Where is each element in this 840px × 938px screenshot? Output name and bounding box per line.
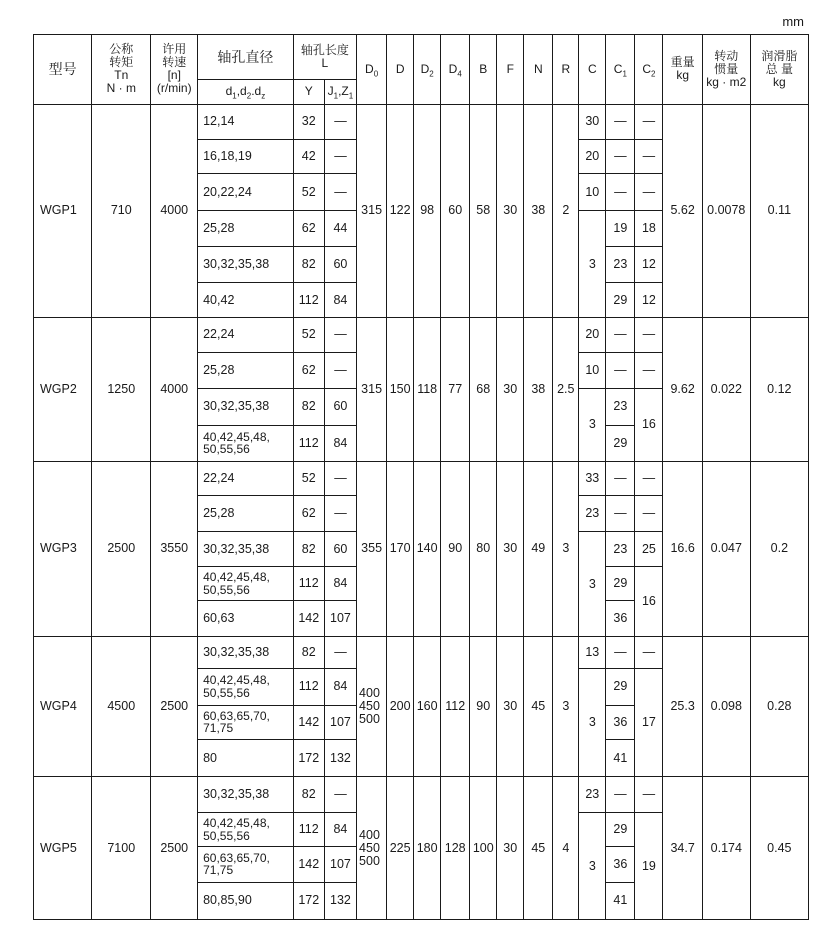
header-grease-line: 润滑脂 xyxy=(761,48,798,63)
length-j-cell: — xyxy=(324,496,356,532)
length-j-cell: — xyxy=(324,636,356,668)
header-c2 xyxy=(635,35,663,105)
header-inertia-line: 惯量 xyxy=(714,61,739,76)
d0-value: 315 xyxy=(361,381,383,396)
c1-cell: — xyxy=(606,139,635,174)
d-cell: 122 xyxy=(387,104,414,317)
header-speed-line: [n] xyxy=(167,68,181,83)
length-y-cell: 32 xyxy=(293,104,324,139)
c1-cell: 23 xyxy=(606,247,635,283)
d0-value: 500 xyxy=(359,712,380,727)
bore-diameter-cell: 12,14 xyxy=(198,104,294,139)
bore-diameter-cell: 40,42,45,48, 50,55,56 xyxy=(198,567,294,601)
d0-value: 355 xyxy=(361,541,383,556)
c2-cell: 17 xyxy=(635,668,663,777)
c-cell: 13 xyxy=(579,636,606,668)
d0-cell xyxy=(357,461,387,636)
b-cell: 80 xyxy=(470,461,497,636)
inertia-cell: 0.047 xyxy=(702,461,750,636)
torque-cell: 4500 xyxy=(92,636,151,776)
c-cell: 3 xyxy=(579,813,606,920)
header-c2-sub: 2 xyxy=(651,69,656,79)
d2-cell: 160 xyxy=(414,636,441,776)
f-cell: 30 xyxy=(497,104,524,317)
bore-diameter-cell: 40,42,45,48, 50,55,56 xyxy=(198,425,294,461)
length-j-cell: 60 xyxy=(324,247,356,283)
weight-cell: 9.62 xyxy=(663,317,702,461)
length-y-cell: 52 xyxy=(293,317,324,352)
f-cell: 30 xyxy=(497,317,524,461)
d0-value: 400 xyxy=(359,686,380,701)
model-cell: WGP3 xyxy=(34,461,92,636)
length-j-cell: — xyxy=(324,104,356,139)
c-cell: 3 xyxy=(579,668,606,777)
header-d: D xyxy=(387,35,414,105)
r-cell: 3 xyxy=(553,636,579,776)
c1-cell: — xyxy=(606,496,635,532)
torque-cell: 710 xyxy=(92,104,151,317)
length-y-cell: 82 xyxy=(293,777,324,813)
length-y-cell: 112 xyxy=(293,567,324,601)
torque-cell: 7100 xyxy=(92,777,151,920)
length-y-cell: 142 xyxy=(293,600,324,636)
d0-cell xyxy=(357,104,387,317)
length-j-cell: 107 xyxy=(324,847,356,883)
d0-value: 400 xyxy=(359,827,380,842)
grease-cell: 0.2 xyxy=(750,461,808,636)
c-cell: 3 xyxy=(579,388,606,461)
c2-cell: 18 xyxy=(635,211,663,247)
header-r: R xyxy=(553,35,579,105)
n-cell: 45 xyxy=(524,777,553,920)
grease-cell: 0.11 xyxy=(750,104,808,317)
r-cell: 3 xyxy=(553,461,579,636)
speed-cell: 3550 xyxy=(151,461,198,636)
c-cell: 30 xyxy=(579,104,606,139)
c2-cell: — xyxy=(635,104,663,139)
length-y-cell: 82 xyxy=(293,636,324,668)
bore-diameter-cell: 25,28 xyxy=(198,211,294,247)
header-grease xyxy=(750,35,808,105)
header-speed xyxy=(151,35,198,105)
c1-cell: — xyxy=(606,777,635,813)
inertia-cell: 0.0078 xyxy=(702,104,750,317)
header-torque-line: N · m xyxy=(106,81,136,96)
d2-cell: 140 xyxy=(414,461,441,636)
length-y-cell: 62 xyxy=(293,211,324,247)
bore-diameter-cell: 60,63,65,70, 71,75 xyxy=(198,705,294,740)
header-d2-main: D xyxy=(420,61,430,76)
d-cell: 150 xyxy=(387,317,414,461)
length-j-cell: 60 xyxy=(324,388,356,425)
b-cell: 58 xyxy=(470,104,497,317)
b-cell: 100 xyxy=(470,777,497,920)
length-j-cell: 60 xyxy=(324,532,356,567)
n-cell: 38 xyxy=(524,104,553,317)
bore-diameter-cell: 30,32,35,38 xyxy=(198,388,294,425)
header-d4-main: D xyxy=(448,61,458,76)
c-cell: 20 xyxy=(579,139,606,174)
header-weight xyxy=(663,35,702,105)
c1-cell: 36 xyxy=(606,847,635,883)
d-cell: 200 xyxy=(387,636,414,776)
table-row xyxy=(34,636,809,668)
inertia-cell: 0.098 xyxy=(702,636,750,776)
length-j-cell: — xyxy=(324,352,356,388)
header-c1 xyxy=(606,35,635,105)
length-j-cell: 132 xyxy=(324,882,356,919)
bore-diameter-cell: 30,32,35,38 xyxy=(198,532,294,567)
weight-cell: 5.62 xyxy=(663,104,702,317)
length-y-cell: 142 xyxy=(293,847,324,883)
c2-cell: 16 xyxy=(635,567,663,637)
f-cell: 30 xyxy=(497,461,524,636)
table-row xyxy=(34,461,809,496)
length-j-cell: — xyxy=(324,139,356,174)
c-cell: 23 xyxy=(579,496,606,532)
d-cell: 170 xyxy=(387,461,414,636)
torque-cell: 1250 xyxy=(92,317,151,461)
header-model: 型号 xyxy=(34,35,92,105)
hdr-frag: 2 xyxy=(246,91,252,101)
length-y-cell: 82 xyxy=(293,247,324,283)
header-torque-line: 转矩 xyxy=(109,55,134,70)
speed-cell: 2500 xyxy=(151,777,198,920)
d0-cell xyxy=(357,317,387,461)
model-cell: WGP5 xyxy=(34,777,92,920)
d4-cell: 112 xyxy=(441,636,470,776)
bore-diameter-cell: 60,63,65,70, 71,75 xyxy=(198,847,294,883)
d4-cell: 90 xyxy=(441,461,470,636)
length-y-cell: 82 xyxy=(293,388,324,425)
c2-cell: 19 xyxy=(635,813,663,920)
model-cell: WGP4 xyxy=(34,636,92,776)
b-cell: 68 xyxy=(470,317,497,461)
header-speed-line: 许用 xyxy=(162,42,187,57)
header-bore-sub xyxy=(198,80,294,105)
hdr-frag: ,Z xyxy=(338,84,349,99)
c2-cell: — xyxy=(635,139,663,174)
bore-diameter-cell: 25,28 xyxy=(198,352,294,388)
bore-diameter-cell: 25,28 xyxy=(198,496,294,532)
length-y-cell: 112 xyxy=(293,668,324,705)
d0-cell xyxy=(357,636,387,776)
c1-cell: 36 xyxy=(606,600,635,636)
c1-cell: 23 xyxy=(606,532,635,567)
length-j-cell: — xyxy=(324,461,356,496)
c2-cell: — xyxy=(635,174,663,211)
length-j-cell: 84 xyxy=(324,567,356,601)
length-j-cell: 107 xyxy=(324,705,356,740)
grease-cell: 0.12 xyxy=(750,317,808,461)
header-d0-main: D xyxy=(365,61,374,76)
c1-cell: — xyxy=(606,104,635,139)
header-length xyxy=(293,35,356,80)
c-cell: 33 xyxy=(579,461,606,496)
model-cell: WGP1 xyxy=(34,104,92,317)
header-grease-line: 总 量 xyxy=(765,61,793,76)
header-grease-line: kg xyxy=(772,74,786,89)
table-row xyxy=(34,104,809,139)
c1-cell: 19 xyxy=(606,211,635,247)
d4-cell: 60 xyxy=(441,104,470,317)
length-y-cell: 82 xyxy=(293,532,324,567)
hdr-frag: d xyxy=(225,84,233,99)
header-torque-line: Tn xyxy=(114,68,129,83)
c2-cell: 12 xyxy=(635,283,663,318)
bore-diameter-cell: 20,22,24 xyxy=(198,174,294,211)
header-torque xyxy=(92,35,151,105)
header-inertia-line: 转动 xyxy=(714,48,739,63)
length-j-cell: 107 xyxy=(324,600,356,636)
d0-cell xyxy=(357,777,387,920)
weight-cell: 16.6 xyxy=(663,461,702,636)
d2-cell: 118 xyxy=(414,317,441,461)
header-c1-main: C xyxy=(613,61,623,76)
length-y-cell: 112 xyxy=(293,425,324,461)
unit-label: mm xyxy=(782,14,804,29)
length-j-cell: — xyxy=(324,317,356,352)
d2-cell: 180 xyxy=(414,777,441,920)
header-n: N xyxy=(524,35,553,105)
header-d0 xyxy=(357,35,387,105)
d-cell: 225 xyxy=(387,777,414,920)
hdr-frag: J xyxy=(327,84,334,99)
bore-diameter-cell: 80,85,90 xyxy=(198,882,294,919)
d4-cell: 77 xyxy=(441,317,470,461)
header-speed-line: (r/min) xyxy=(156,81,192,96)
c1-cell: 23 xyxy=(606,388,635,425)
length-j-cell: 84 xyxy=(324,283,356,318)
length-y-cell: 52 xyxy=(293,461,324,496)
bore-diameter-cell: 80 xyxy=(198,740,294,777)
c1-cell: 29 xyxy=(606,668,635,705)
speed-cell: 4000 xyxy=(151,317,198,461)
r-cell: 2.5 xyxy=(553,317,579,461)
length-y-cell: 112 xyxy=(293,283,324,318)
header-y: Y xyxy=(293,80,324,105)
inertia-cell: 0.022 xyxy=(702,317,750,461)
d2-cell: 98 xyxy=(414,104,441,317)
length-j-cell: 84 xyxy=(324,425,356,461)
header-d2-sub: 2 xyxy=(429,69,434,79)
speed-cell: 4000 xyxy=(151,104,198,317)
header-torque-line: 公称 xyxy=(109,42,134,57)
hdr-frag: ,d xyxy=(236,84,247,99)
d4-cell: 128 xyxy=(441,777,470,920)
header-bore: 轴孔直径 xyxy=(198,35,294,80)
c2-cell: — xyxy=(635,777,663,813)
header-inertia xyxy=(702,35,750,105)
header-d0-sub: 0 xyxy=(373,69,379,79)
c-cell: 3 xyxy=(579,211,606,318)
length-j-cell: — xyxy=(324,174,356,211)
c1-cell: 29 xyxy=(606,813,635,847)
c2-cell: — xyxy=(635,352,663,388)
bore-diameter-cell: 16,18,19 xyxy=(198,139,294,174)
bore-diameter-cell: 40,42 xyxy=(198,283,294,318)
d0-value: 450 xyxy=(359,840,380,855)
bore-diameter-cell: 30,32,35,38 xyxy=(198,247,294,283)
header-speed-line: 转速 xyxy=(162,55,187,70)
c1-cell: — xyxy=(606,174,635,211)
header-j xyxy=(324,80,356,105)
bore-diameter-cell: 30,32,35,38 xyxy=(198,777,294,813)
c1-cell: — xyxy=(606,636,635,668)
n-cell: 49 xyxy=(524,461,553,636)
c1-cell: 29 xyxy=(606,283,635,318)
r-cell: 4 xyxy=(553,777,579,920)
bore-diameter-cell: 30,32,35,38 xyxy=(198,636,294,668)
table-row xyxy=(34,317,809,352)
header-d4-sub: 4 xyxy=(457,69,462,79)
bore-diameter-cell: 40,42,45,48, 50,55,56 xyxy=(198,813,294,847)
length-y-cell: 62 xyxy=(293,352,324,388)
bore-diameter-cell: 22,24 xyxy=(198,461,294,496)
hdr-frag: 1 xyxy=(232,91,237,101)
header-weight-line: kg xyxy=(676,68,689,83)
length-j-cell: — xyxy=(324,777,356,813)
c-cell: 20 xyxy=(579,317,606,352)
d0-value: 450 xyxy=(359,699,380,714)
torque-cell: 2500 xyxy=(92,461,151,636)
c2-cell: — xyxy=(635,496,663,532)
weight-cell: 25.3 xyxy=(663,636,702,776)
header-b: B xyxy=(470,35,497,105)
length-y-cell: 112 xyxy=(293,813,324,847)
speed-cell: 2500 xyxy=(151,636,198,776)
bore-diameter-cell: 60,63 xyxy=(198,600,294,636)
d0-value: 315 xyxy=(361,203,383,218)
header-length-line: 轴孔长度 xyxy=(300,43,349,58)
r-cell: 2 xyxy=(553,104,579,317)
inertia-cell: 0.174 xyxy=(702,777,750,920)
header-inertia-line: kg · m2 xyxy=(706,74,747,89)
length-j-cell: 44 xyxy=(324,211,356,247)
hdr-frag: 1 xyxy=(333,91,339,101)
c2-cell: 12 xyxy=(635,247,663,283)
hdr-frag: 1 xyxy=(348,91,354,101)
header-f: F xyxy=(497,35,524,105)
length-y-cell: 62 xyxy=(293,496,324,532)
c1-cell: 41 xyxy=(606,740,635,777)
header-d4 xyxy=(441,35,470,105)
header-weight-line: 重量 xyxy=(670,55,695,70)
table-row xyxy=(34,777,809,813)
grease-cell: 0.45 xyxy=(750,777,808,920)
c2-cell: — xyxy=(635,317,663,352)
c2-cell: — xyxy=(635,461,663,496)
c2-cell: 16 xyxy=(635,388,663,461)
n-cell: 45 xyxy=(524,636,553,776)
bore-diameter-cell: 40,42,45,48, 50,55,56 xyxy=(198,668,294,705)
grease-cell: 0.28 xyxy=(750,636,808,776)
length-y-cell: 42 xyxy=(293,139,324,174)
weight-cell: 34.7 xyxy=(663,777,702,920)
coupling-spec-table xyxy=(33,34,809,920)
hdr-frag: z xyxy=(261,91,266,101)
length-y-cell: 52 xyxy=(293,174,324,211)
length-y-cell: 172 xyxy=(293,882,324,919)
c-cell: 10 xyxy=(579,174,606,211)
c1-cell: 36 xyxy=(606,705,635,740)
c1-cell: — xyxy=(606,461,635,496)
c-cell: 10 xyxy=(579,352,606,388)
bore-diameter-cell: 22,24 xyxy=(198,317,294,352)
d0-value: 500 xyxy=(359,853,380,868)
c1-cell: 29 xyxy=(606,567,635,601)
header-length-line: L xyxy=(321,56,329,71)
header-c2-main: C xyxy=(642,61,651,76)
model-cell: WGP2 xyxy=(34,317,92,461)
b-cell: 90 xyxy=(470,636,497,776)
length-j-cell: 84 xyxy=(324,813,356,847)
length-j-cell: 84 xyxy=(324,668,356,705)
c1-cell: — xyxy=(606,317,635,352)
c1-cell: 29 xyxy=(606,425,635,461)
c2-cell: 25 xyxy=(635,532,663,567)
hdr-frag: .d xyxy=(251,84,262,99)
c1-cell: 41 xyxy=(606,882,635,919)
c-cell: 3 xyxy=(579,532,606,637)
f-cell: 30 xyxy=(497,777,524,920)
header-d2 xyxy=(414,35,441,105)
f-cell: 30 xyxy=(497,636,524,776)
c2-cell: — xyxy=(635,636,663,668)
n-cell: 38 xyxy=(524,317,553,461)
c1-cell: — xyxy=(606,352,635,388)
length-j-cell: 132 xyxy=(324,740,356,777)
header-c: C xyxy=(579,35,606,105)
c-cell: 23 xyxy=(579,777,606,813)
length-y-cell: 142 xyxy=(293,705,324,740)
header-c1-sub: 1 xyxy=(622,69,627,79)
length-y-cell: 172 xyxy=(293,740,324,777)
